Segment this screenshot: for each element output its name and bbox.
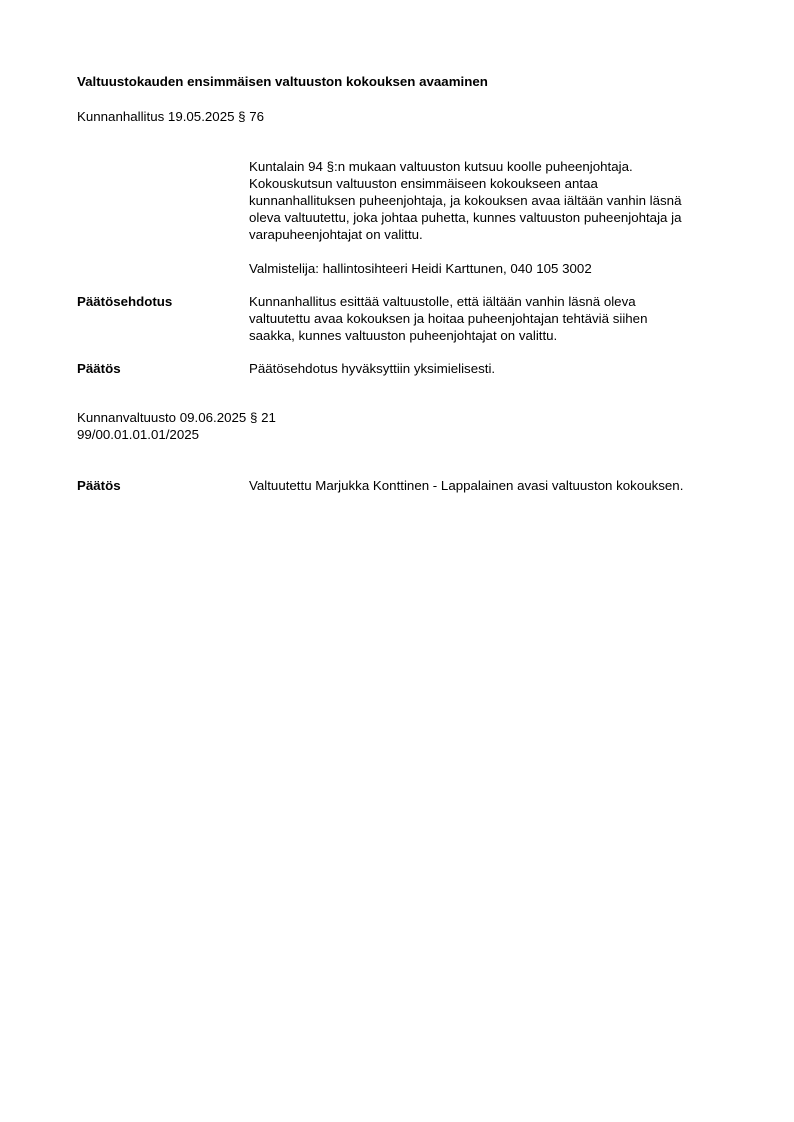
council-meeting-reference: Kunnanvaltuusto 09.06.2025 § 21 (77, 410, 276, 425)
document-title: Valtuustokauden ensimmäisen valtuuston kokouksen avaaminen (77, 74, 488, 89)
board-decision-label: Päätös (77, 361, 121, 376)
council-decision-label: Päätös (77, 478, 121, 493)
board-meeting-reference: Kunnanhallitus 19.05.2025 § 76 (77, 109, 265, 124)
proposal-text (249, 293, 739, 344)
council-decision-text: Valtuutettu Marjukka Konttinen - Lappalainen avasi valtuuston kokouksen. (249, 478, 684, 493)
proposal-line: Kunnanhallitus esittää valtuustolle, että iältään vanhin läsnä oleva (249, 294, 636, 309)
intro-line: kunnanhallituksen puheenjohtaja, ja kokouksen avaa iältään vanhin läsnä (249, 193, 682, 208)
intro-line: varapuheenjohtajat on valittu. (249, 227, 423, 242)
proposal-line: valtuutettu avaa kokouksen ja hoitaa puheenjohtajan tehtäviä siihen (249, 311, 648, 326)
proposal-label: Päätösehdotus (77, 294, 173, 309)
record-number: 99/00.01.01.01/2025 (77, 427, 200, 442)
board-decision-text: Päätösehdotus hyväksyttiin yksimielisesti. (249, 361, 496, 376)
intro-line: Kuntalain 94 §:n mukaan valtuuston kutsuu koolle puheenjohtaja. (249, 159, 633, 174)
preparer-info: Valmistelija: hallintosihteeri Heidi Karttunen, 040 105 3002 (249, 261, 592, 276)
proposal-line: saakka, kunnes valtuuston puheenjohtajat on valittu. (249, 328, 558, 343)
intro-paragraph (249, 158, 739, 243)
intro-line: Kokouskutsun valtuuston ensimmäiseen kokoukseen antaa (249, 176, 598, 191)
intro-line: oleva valtuutettu, joka johtaa puhetta, kunnes valtuuston puheenjohtaja ja (249, 210, 682, 225)
